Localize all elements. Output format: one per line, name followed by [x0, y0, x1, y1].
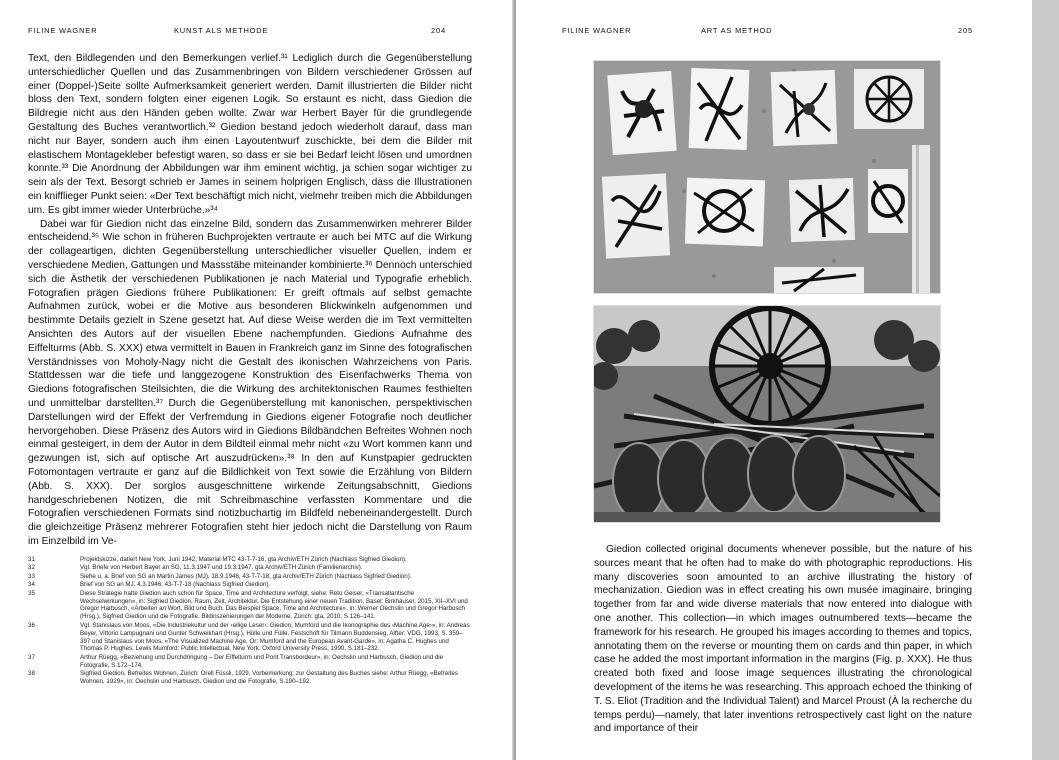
footnote-number: 33 [28, 572, 35, 580]
footnote [28, 573, 472, 581]
footnote [28, 581, 472, 589]
right-header-title: ART AS METHOD [701, 26, 773, 35]
footnote-text: Sigfried Giedion, Befreites Wohnen, Zürich: Orell Füssli, 1929, Vorbemerkung; zur Gestaltung des Buches siehe: Arthur Rüegg, «Befreites Wohnen, 1929», in: Oechslin und Harbusch, Giedion und die Fotografie, S.190–192. [80, 670, 458, 686]
footnote-text: Brief von SG an MJ, 4.3.1946, 43-T-7-18 (Nachlass Sigfried Giedion). [80, 581, 271, 589]
footnote-number: 34 [28, 581, 35, 589]
paragraph: Dabei war für Giedion nicht das einzelne Bild, sondern das Zusammenwirken mehrerer Bilder entscheidend.³⁵ Wie schon in früheren Buchprojekten vertraute er auch bei MTC auf die Wirkung der collageartigen, dichten Gegenüberstellung unterschiedlicher visueller Quellen, indem er verschiedene Medien, Gattungen und Massstäbe miteinander kombinierte.³⁶ Dennoch unterschied sich die Ästhetik der verschiedenen Publikationen je nach Material und Typografie erheblich. Fotografien prägen Giedions frühere Publikationen: Er greift oftmals auf selbst gemachte Aufnahmen zurück, wobei er die Motive aus besonderen Blickwinkeln aufgenommen und bestimmte Details gezielt in Szene gesetzt hat. Auf diese Weise werden die im Text vermittelten Ansichten des Autors auf der visuellen Ebene nachempfunden. Giedions Aufnahme des Eiffelturms (Abb. S. XXX) etwa vermittelt in Bauen in Frankreich ganz im Sinne des fotografischen Verständnisses von Moholy-Nagy nicht die Gestalt des ikonischen Wahrzeichens von Paris. Stattdessen war die tiefe und langgezogene Konstruktion des Eisenfachwerks Thema von Giedions fotografischen Steilsichten, die die Wirkung des architektonischen Raumes festhielten und unmittelbar darstellten.³⁷ Durch die Gegenüberstellung mit kanonischen, perspektivischen Darstellungen wird der Effekt der Verfremdung in Giedions eigener Fotografie noch deutlicher hervorgehoben. Diese Präsenz des Autors wird in Giedions Bildbändchen Befreites Wohnen noch einmal gesteigert, in dem der Autor in dem Bildteil einmal mehr nicht «zu Wort kommen kann und gezwungen ist, sich auf optische Art auszudrücken».³⁸ In den auf Kunstpapier gedruckten Fotomontagen vertraute er ganz auf die Bildlichkeit von Text sowie die Erzählung von Bildern (Abb. S. XXX). Der sorglos ausgeschnittene wirkende Zeitungsabschnitt, Giedions handgeschriebenen Notizen, die mit Schreibmaschine verfassten Kommentare und die Fotografien verschiedenen Formats sind notizbuchartig im Bildfeld nebeneinandergestellt. Durch die gleichzeitige Präsenz mehrerer Fotografien steht hier jedoch nicht die Darstellung von Raum im Einzelbild im Ve- [28, 218, 472, 547]
footnote-number: 36 [28, 621, 35, 629]
footnote-text: Diese Strategie hatte Giedion auch schon für Space, Time and Architecture verfolgt, siehe: Reto Geiser, «Transatlantische Wechselwirkungen», in: Sigfried Giedion, Raum, Zeit, Architektur. Die Entstehung einer neuen Tradition, Basel: Birkhäuser, 2015, XII–XVI und Gregor Harbusch, «Arbeiten an Wort, Bild und Buch. Das Beispiel Space, Time and Architecture», in: Werner Oechslin und Gregor Harbusch (Hrsg.), Sigfried Giedion und die Fotografie. Bildinszenierungen der Moderne, Zürich: gta, 2010, S.126–141. [80, 589, 468, 621]
footnote-text: Vgl. Briefe von Herbert Bayer an SG, 11.3.1947 und 19.3.1947, gta Archiv/ETH Zürich (Familienarchiv). [80, 564, 363, 572]
footnote [28, 622, 472, 654]
wall-drawings-image [594, 61, 940, 293]
footnote-number: 32 [28, 564, 35, 572]
footnote [28, 670, 472, 686]
footnote-number: 35 [28, 589, 35, 597]
page-edge-background [1032, 0, 1059, 760]
right-page-number: 205 [958, 26, 973, 35]
footnote [28, 564, 472, 572]
left-body-text [28, 52, 472, 549]
footnote-number: 31 [28, 556, 35, 563]
footnote-text: Arthur Rüegg, «Beziehung und Durchdringung – Der Eiffelturm und Pont Transbordeur», in: Oechslin und Harbusch, Giedion und die Fotografie, S.172–174. [80, 653, 444, 669]
paragraph: Giedion collected original documents whenever possible, but the nature of his sources meant that he often had to make do with photographic reproductions. His many discoveries soon amounted to an archive illustrating the history of mechanization. Giedion was in effect creating his own musée imaginaire, bringing together from far and wide diverse materials that now entered into dialogue with one another. This collection—in which images outnumbered texts—became the framework for his research. He grouped his images according to themes and topics, annotating them on the reverse or mounting them on cards and thin paper, in which case he added the most important information in the margins (Fig. p. XXX). He thus created both fixed and loose image sequences illustrating the chronological development of the items he was researching. This approach echoed the thinking of T. S. Eliot (Tradition and the Individual Talent) and Marcel Proust (À la recherche du temps perdu)—namely, that later inventions retrospectively cast light on the nature and importance of their [594, 544, 972, 735]
left-page [0, 0, 514, 760]
footnote-text: Vgl. Stanislaus von Moos, «Die Industriekultur und der ‹eilige Leser›: Giedion, Mumford und die Ikonographie des ‹Machine Age›», in: Andreas Beyer, Vittorio Lampugnani und Gunter Schweikhart (Hrsg.), Hülle und Fülle. Festschrift für Tilmann Buddensieg, Alfter: VDG, 1993, S. 359–397 und Stanislaus von Moos, «The Visualized Machine Age, Or: Mumford and the European Avant-Garde», in: Agatha C. Hughes und Thomas P. Hughes, Lewis Mumford: Public Intellectual, New York: Oxford University Press, 1990, S.181–232. [80, 621, 470, 653]
left-page-number: 204 [431, 26, 446, 35]
machinery-image [594, 306, 940, 522]
footnote-number: 38 [28, 670, 35, 678]
footnote-number: 37 [28, 653, 35, 661]
footnote-text: Projektskizze, datiert New York, Juni 1942, Material MTC 43-T-7-16, gta Archiv/ETH Zürich (Nachlass Sigfried Giedion). [80, 556, 407, 563]
footnotes [28, 556, 472, 687]
paragraph: Text, den Bildlegenden und den Bemerkungen verlief.³¹ Lediglich durch die Gegenüberstellung unterschiedlicher Quellen und das Zusammenbringen von Bildern verschiedener Grössen auf einer (Doppel-)Seite sollte Aufmerksamkeit generiert werden. Damit illustrierten die Bilder nicht bloss den Text, sondern folgten einer eigenen Logik. So erstaunt es nicht, dass Giedion die Bildregie nicht aus den Händen geben wollte. Zwar war Herbert Bayer für die grundlegende Gestaltung des Buches verantwortlich.³² Giedion bestand jedoch wiederholt darauf, dass man nicht nur Bayer, sondern auch ihm einen Layoutentwurf zuschickte, bei dem die Bilder mit elastischem Montagekleber befestigt waren, so dass er sie bei Bedarf leicht lösen und umordnen konnte.³³ Die Anordnung der Abbildungen war ihm eminent wichtig, ja schien sogar wichtiger zu sein als der Text. Besorgt schrieb er James in seinem holprigen Englisch, dass die Illustrationen ein knifflieger Punkt seien: «Der Text beschäftigt mich nicht, vielmehr treiben mich die Abbildungen um. Es gibt immer wieder Unterbrüche.»³⁴ [28, 53, 472, 216]
left-header-title: KUNST ALS METHODE [174, 26, 269, 35]
right-body-text [594, 543, 972, 736]
footnote [28, 556, 472, 564]
figure-wall-drawings-photo [593, 60, 941, 294]
right-header-author: FILINE WAGNER [562, 26, 632, 35]
footnote [28, 590, 472, 622]
footnote [28, 654, 472, 670]
figure-machinery-photo [593, 305, 941, 523]
left-header-author: FILINE WAGNER [28, 26, 98, 35]
footnote-text: Siehe u. a. Brief von SG an Martin James (MJ), 18.9.1946, 43-T-7-18, gta Archiv/ETH Zürich (Nachlass Sigfried Giedion). [80, 572, 412, 580]
